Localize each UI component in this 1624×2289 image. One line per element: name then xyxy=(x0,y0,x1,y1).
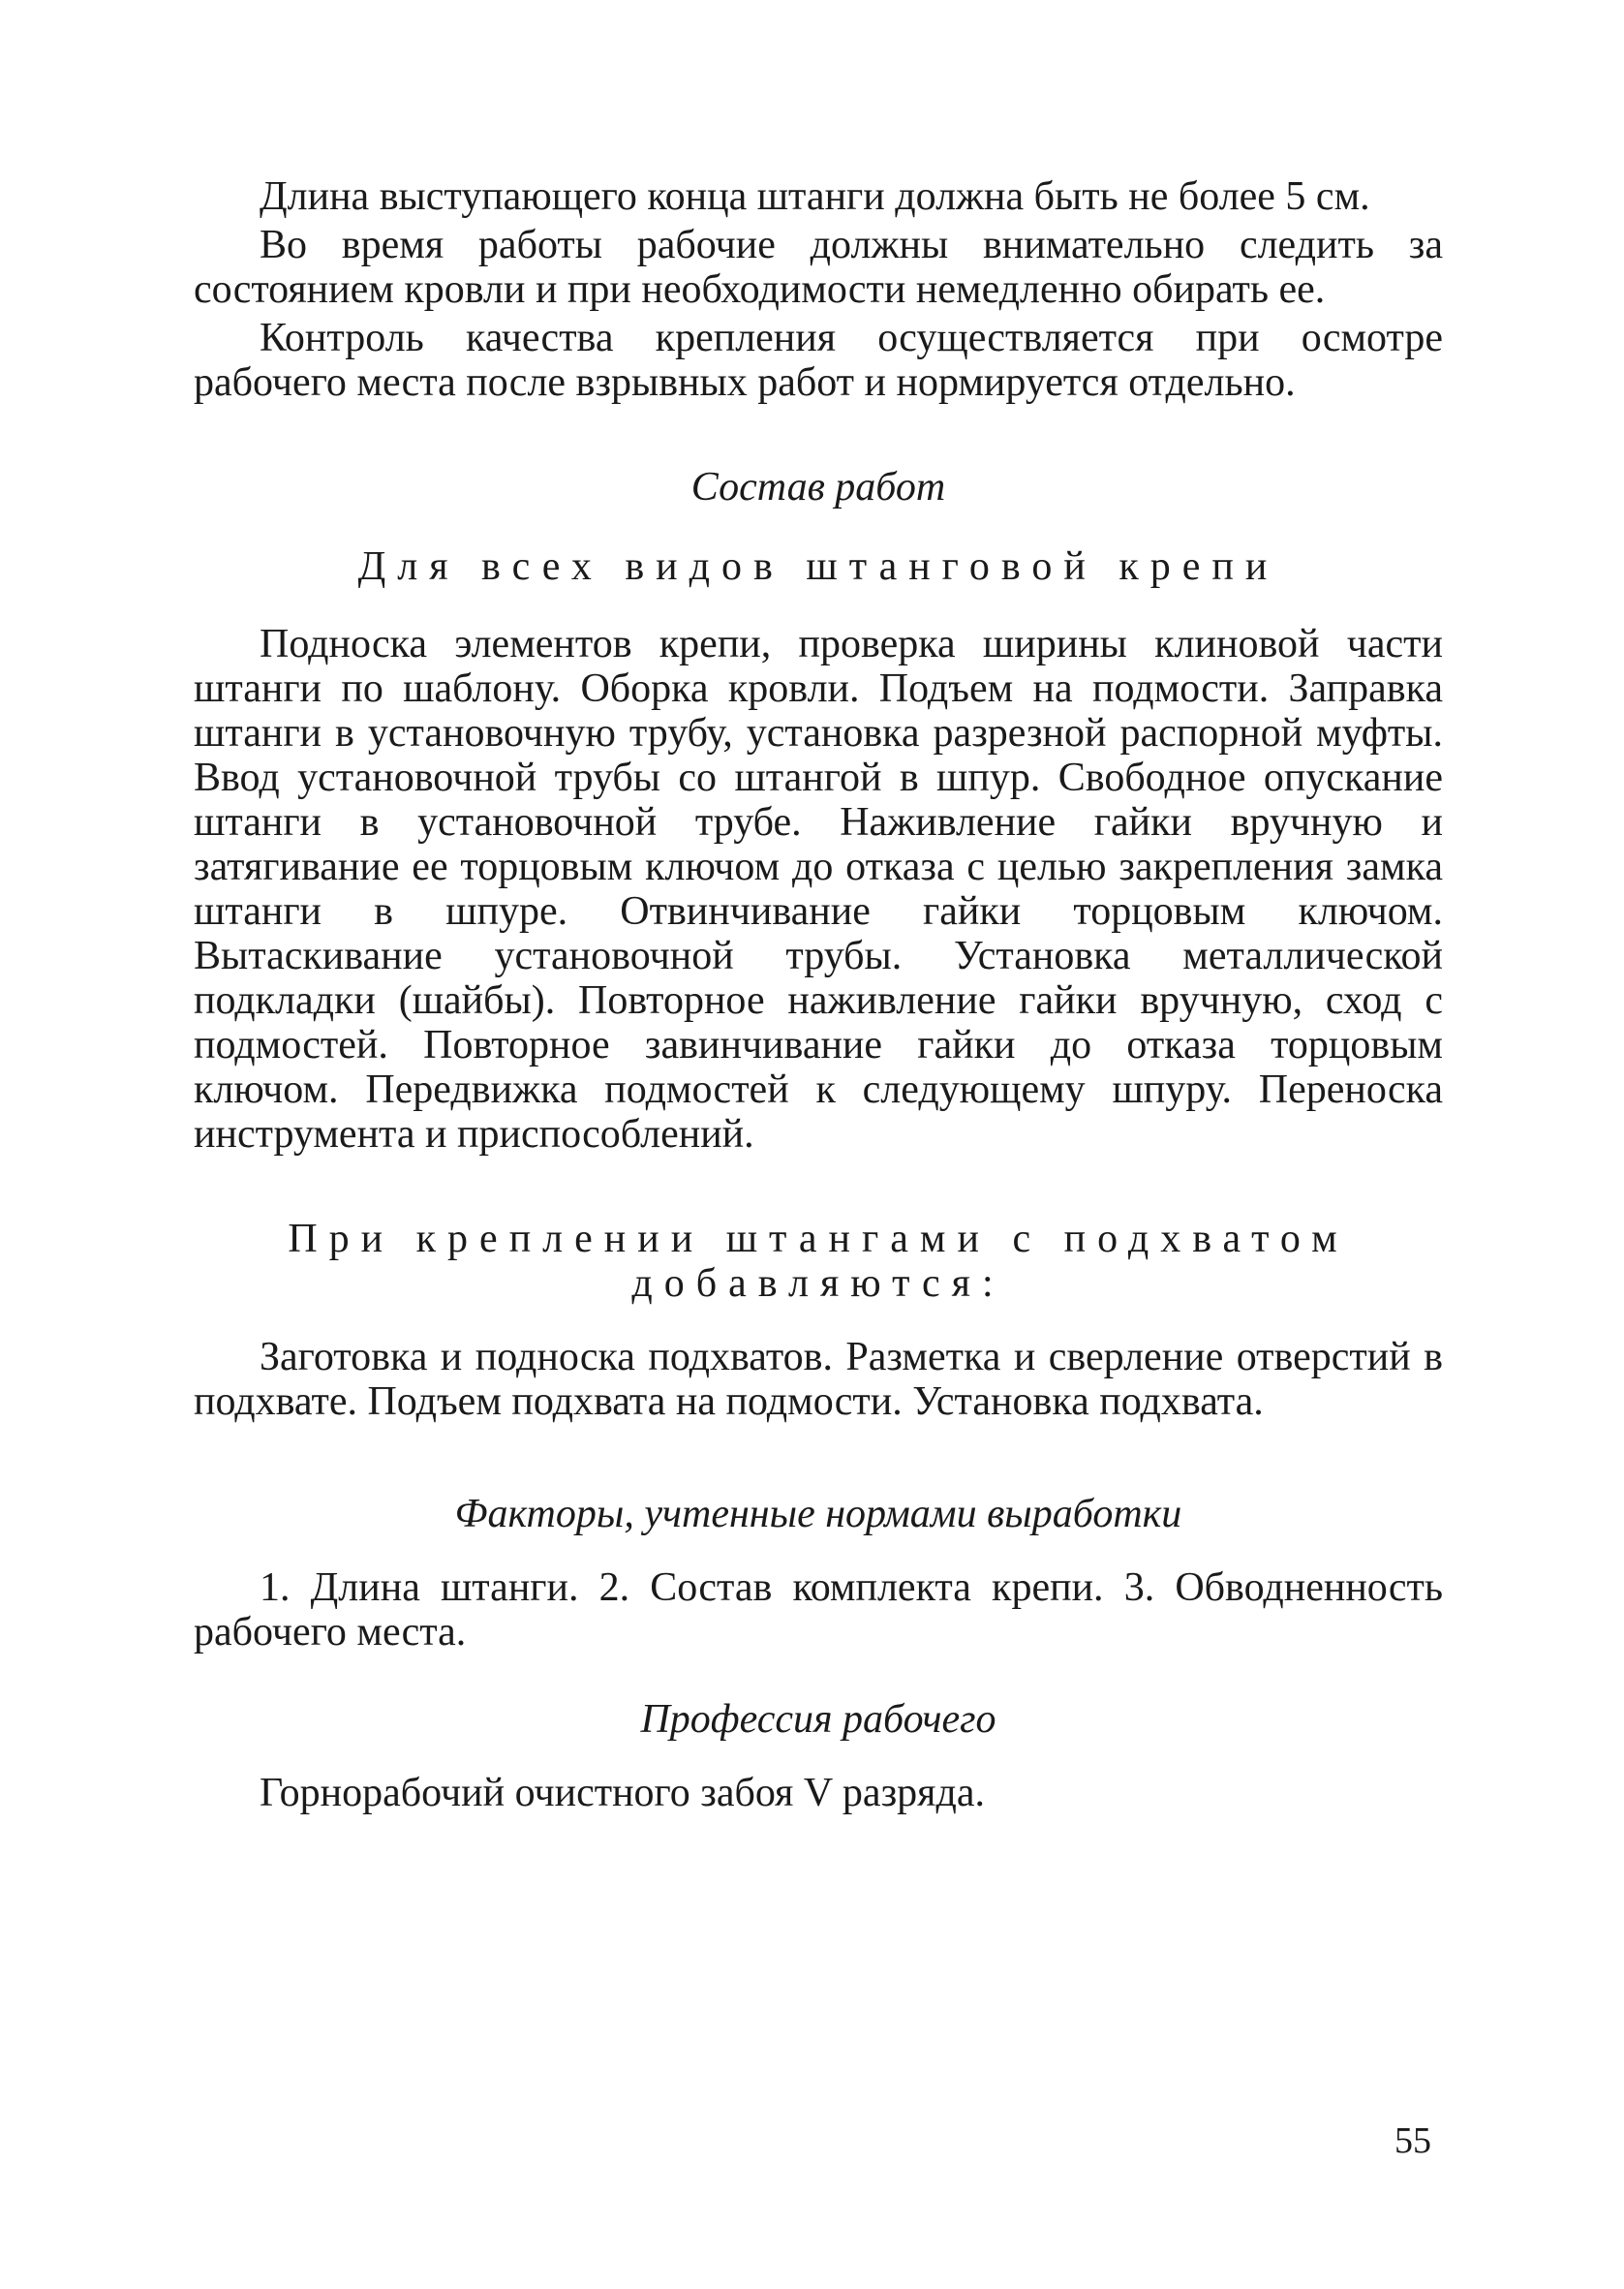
subheading-with-grip-line2: добавляются: xyxy=(631,1261,1005,1306)
page-number: 55 xyxy=(1394,2120,1431,2161)
document-page xyxy=(194,174,1443,1815)
heading-output-factors: Факторы, учтенные нормами выработки xyxy=(454,1492,1182,1536)
paragraph-worker-profession: Горнорабочий очистного забоя V разряда. xyxy=(260,1771,985,1815)
paragraph-work-composition: Подноска элементов крепи, проверка ширины клиновой части штанги по шаблону. Оборка кровли. Подъем на подмости. Заправка штанги в установочную трубу, установка разрезной распорной муфты. Ввод установочной трубы со штангой в шпур. Свободное опускание штанги в установочной трубе. Наживление гайки вручную и затягивание ее торцовым ключом до отказа с целью закрепления замка штанги в шпуре. Отвинчивание гайки торцовым ключом. Вытаскивание установочной трубы. Установка металлической подкладки (шайбы). Повторное наживление гайки вручную, сход с подмостей. Повторное завинчивание гайки до отказа торцовым ключом. Передвижка подмостей к следующему шпуру. Переноска инструмента и приспособлений. xyxy=(194,622,1443,1157)
heading-worker-profession: Профессия рабочего xyxy=(640,1697,996,1742)
paragraph-quality-control: Контроль качества крепления осуществляется при осмотре рабочего места после взрывных работ и нормируется отдельно. xyxy=(194,316,1443,405)
paragraph-rod-length: Длина выступающего конца штанги должна быть не более 5 см. xyxy=(260,174,1370,219)
heading-work-composition: Состав работ xyxy=(690,465,946,510)
paragraph-output-factors: 1. Длина штанги. 2. Состав комплекта крепи. 3. Обводненность рабочего места. xyxy=(194,1565,1443,1655)
subheading-with-grip-line1: При креплении штангами с подхватом xyxy=(288,1217,1349,1261)
subheading-all-rod-supports: Для всех видов штанговой крепи xyxy=(357,544,1279,589)
paragraph-grip-additions: Заготовка и подноска подхватов. Разметка и сверление отверстий в подхвате. Подъем подхвата на подмости. Установка подхвата. xyxy=(194,1335,1443,1424)
paragraph-roof-monitoring: Во время работы рабочие должны внимательно следить за состоянием кровли и при необходимости немедленно обирать ее. xyxy=(194,223,1443,312)
